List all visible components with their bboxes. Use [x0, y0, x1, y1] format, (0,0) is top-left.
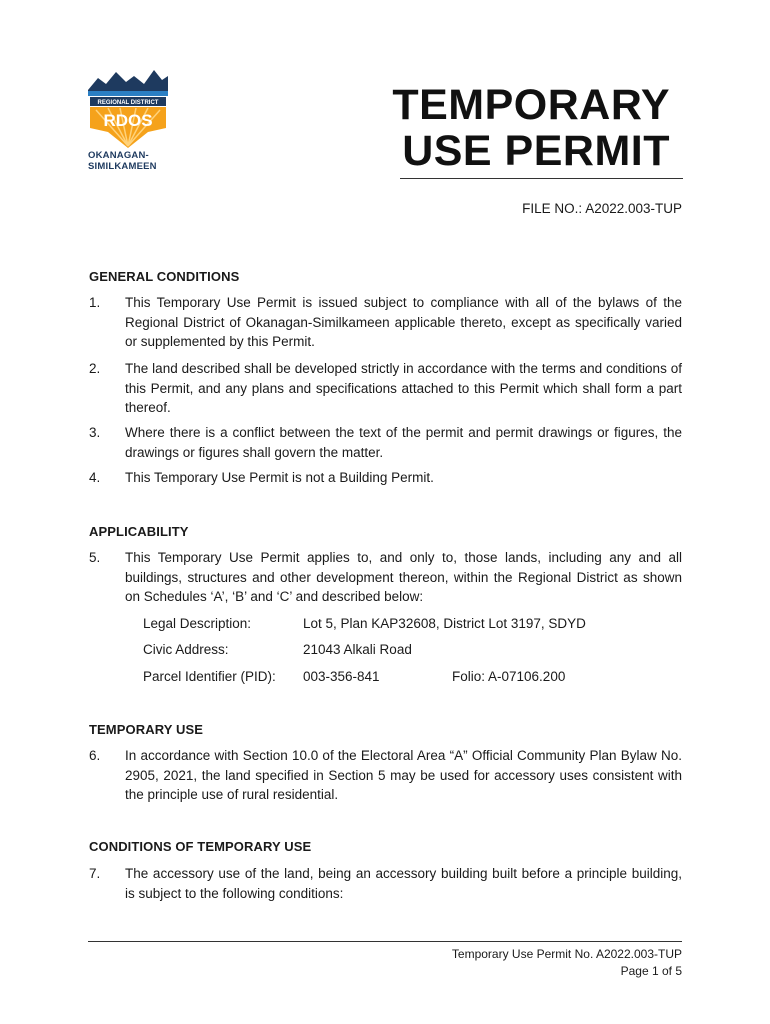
- logo-banner-text: REGIONAL DISTRICT: [97, 100, 159, 106]
- rdos-logo: [88, 68, 168, 176]
- applicability-text: This Temporary Use Permit applies to, and only to, those lands, including any and all buildings, structures and other development thereon, within the Regional District as shown on Schedules ‘A’, ‘B’ and ‘C’ and described below:: [125, 550, 682, 604]
- temporary-use-text: In accordance with Section 10.0 of the Electoral Area “A” Official Community Plan Bylaw No. 2905, 2021, the land specified in Section 5 may be used for accessory uses consistent with the principle use of rural residential.: [125, 748, 682, 802]
- page-footer: [452, 946, 682, 980]
- file-number: FILE NO.: A2022.003-TUP: [522, 201, 682, 216]
- page-title: [392, 82, 670, 174]
- title-divider: [400, 178, 683, 179]
- logo-caption-line2: SIMILKAMEEN: [88, 161, 157, 172]
- general-condition-2: The land described shall be developed strictly in accordance with the terms and conditions of this Permit, and any plans and specifications attached to this Permit which shall form a part thereof.: [125, 361, 682, 415]
- item-number: 5.: [89, 550, 101, 565]
- temporary-use-heading: TEMPORARY USE: [89, 722, 203, 737]
- item-number: 6.: [89, 748, 101, 763]
- logo-caption-line1: OKANAGAN-: [88, 150, 149, 161]
- item-number: 7.: [89, 866, 101, 881]
- logo-rdos-text: RDOS: [103, 111, 153, 130]
- general-condition-3: Where there is a conflict between the text of the permit and permit drawings or figures, the drawings or figures shall govern the matter.: [125, 425, 682, 460]
- logo-caption: [88, 150, 168, 172]
- item-number: 3.: [89, 425, 101, 440]
- title-line2: USE PERMIT: [402, 127, 670, 175]
- logo-mark: [88, 68, 168, 148]
- title-line1: TEMPORARY: [392, 81, 670, 129]
- item-number: 2.: [89, 361, 101, 376]
- civic-address-label: Civic Address:: [143, 642, 229, 657]
- folio-value: Folio: A-07106.200: [452, 669, 566, 684]
- conditions-text: The accessory use of the land, being an accessory building built before a principle building, is subject to the following conditions:: [125, 866, 682, 901]
- pid-label: Parcel Identifier (PID):: [143, 669, 276, 684]
- civic-address-value: 21043 Alkali Road: [303, 642, 412, 657]
- pid-value: 003-356-841: [303, 669, 380, 684]
- general-conditions-heading: GENERAL CONDITIONS: [89, 269, 240, 284]
- general-condition-4: This Temporary Use Permit is not a Building Permit.: [125, 470, 434, 485]
- footer-permit-number: Temporary Use Permit No. A2022.003-TUP: [451, 947, 682, 961]
- item-number: 1.: [89, 295, 101, 310]
- applicability-heading: APPLICABILITY: [89, 524, 189, 539]
- legal-description-label: Legal Description:: [143, 616, 252, 631]
- legal-description-value: Lot 5, Plan KAP32608, District Lot 3197, SDYD: [303, 616, 586, 631]
- footer-page-number: Page 1 of 5: [620, 964, 682, 978]
- general-condition-1: This Temporary Use Permit is issued subject to compliance with all of the bylaws of the Regional District of Okanagan-Similkameen applicable thereto, except as specifically varied or supplemented by this Permit.: [125, 295, 682, 349]
- footer-divider: [88, 941, 682, 942]
- conditions-heading: CONDITIONS OF TEMPORARY USE: [89, 839, 312, 854]
- item-number: 4.: [89, 470, 101, 485]
